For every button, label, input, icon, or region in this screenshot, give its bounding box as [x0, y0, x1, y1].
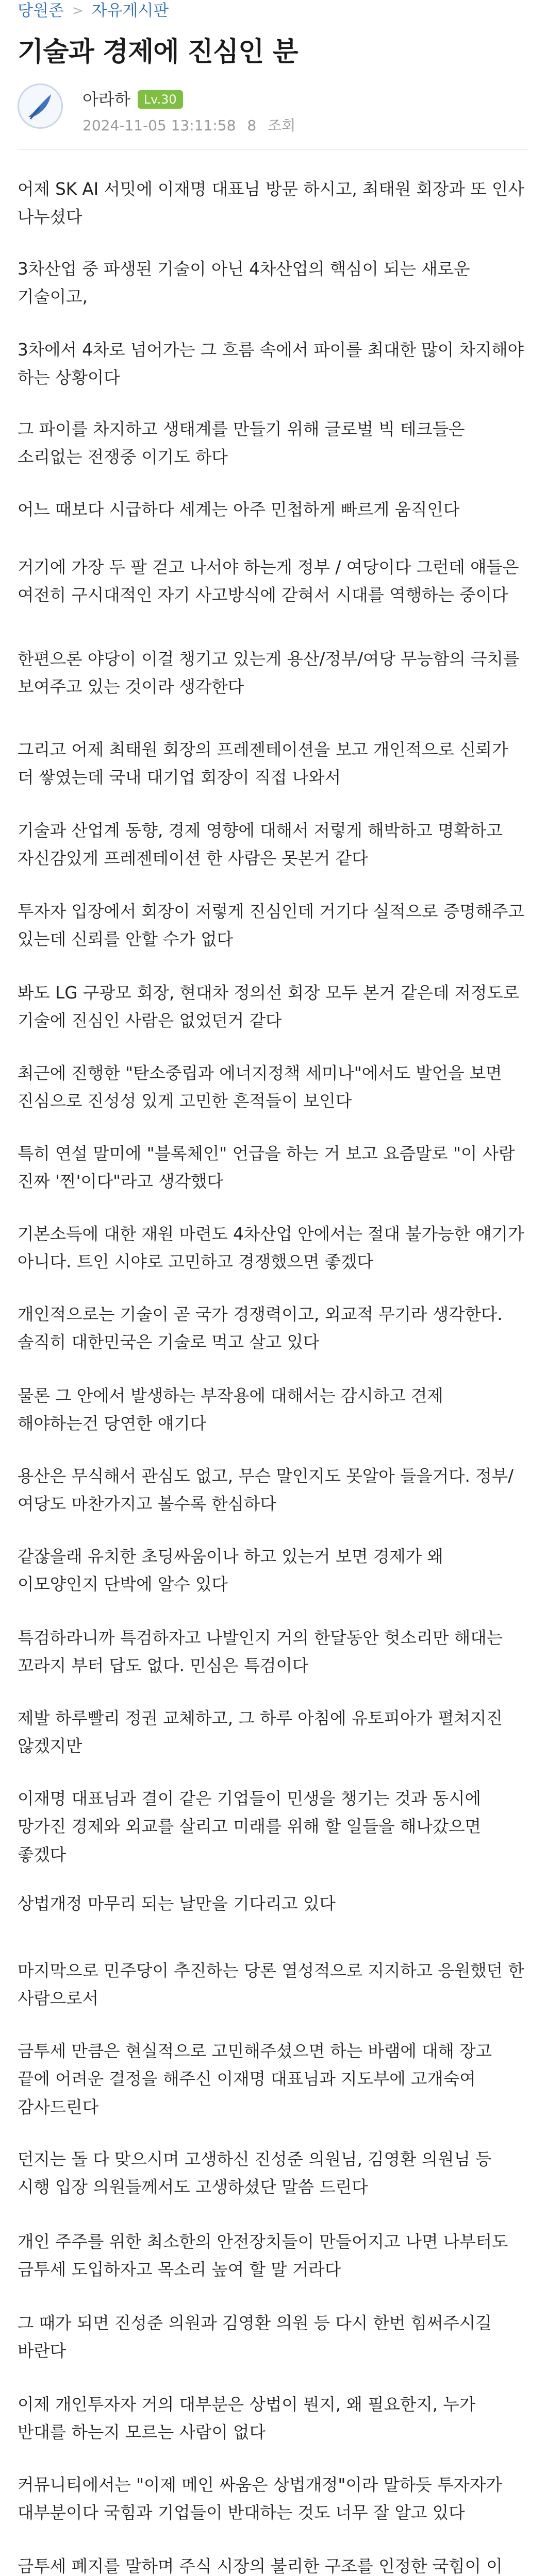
- post-paragraph: 어느 때보다 시급하다 세계는 아주 민첩하게 빠르게 움직인다: [18, 500, 460, 519]
- post-paragraph: 개인 주주를 위한 최소한의 안전장치들이 만들어지고 나면 나부터도 금투세 도입하자고 목소리 높여 할 말 거라다: [18, 2232, 508, 2280]
- feather-icon: [19, 85, 61, 127]
- post-paragraph: 3차산업 중 파생된 기술이 아닌 4차산업의 핵심이 되는 새로운 기술이고,: [18, 259, 470, 307]
- breadcrumb-board-link[interactable]: 당원존: [18, 1, 64, 20]
- post-paragraph: 기본소득에 대한 재원 마련도 4차산업 안에서는 절대 불가능한 얘기가 아니다. 트인 시야로 고민하고 경쟁했으면 좋겠다: [18, 1224, 524, 1272]
- post-paragraph: 마지막으로 민주당이 추진하는 당론 열성적으로 지지하고 응원했던 한 사람으로서: [18, 1961, 524, 2009]
- post-paragraph: 봐도 LG 구광모 회장, 현대차 정의선 회장 모두 본거 같은데 저정도로 기술에 진심인 사람은 없었던거 같다: [18, 983, 520, 1031]
- post-paragraph: 특히 연설 말미에 "블록체인" 언급을 하는 거 보고 요즘말로 "이 사람 진짜 '찐'이다"라고 생각했다: [18, 1144, 515, 1192]
- post-paragraph: 그리고 어제 최태원 회장의 프레젠테이션을 보고 개인적으로 신뢰가 더 쌓였는데 국내 대기업 회장이 직접 나와서: [18, 740, 508, 788]
- post-paragraph: 던지는 돌 다 맞으시며 고생하신 진성준 의원님, 김영환 의원님 등 시행 입장 의원들께서도 고생하셨단 말씀 드린다: [18, 2149, 492, 2197]
- header-divider: [18, 149, 528, 150]
- post-paragraph: 어제 SK AI 서밋에 이재명 대표님 방문 하시고, 최태원 회장과 또 인사 나누셨다: [18, 179, 524, 227]
- chevron-right-icon: >: [72, 3, 84, 19]
- post-paragraph: 거기에 가장 두 팔 걷고 나서야 하는게 정부 / 여당이다 그런데 얘들은 여전히 구시대적인 자기 사고방식에 갇혀서 시대를 역행하는 중이다: [18, 557, 519, 605]
- author-name[interactable]: 아라하: [82, 89, 130, 109]
- post-paragraph: 용산은 무식해서 관심도 없고, 무슨 말인지도 못알아 들을거다. 정부/여당도 마찬가지고 볼수록 한심하다: [18, 1466, 514, 1514]
- avatar[interactable]: [18, 83, 63, 129]
- breadcrumb: [18, 1, 169, 20]
- post-paragraph: 금투세 만큼은 현실적으로 고민해주셨으면 하는 바램에 대해 장고 끝에 어려운 결정을 해주신 이재명 대표님과 지도부에 고개숙여 감사드린다: [18, 2041, 492, 2117]
- post-date: 2024-11-05 13:11:58: [82, 117, 236, 134]
- post-paragraph: 이재명 대표님과 결이 같은 기업들이 민생을 챙기는 것과 동시에 망가진 경제와 외교를 살리고 미래를 위해 할 일들을 해나갔으면 좋겠다: [18, 1789, 481, 1865]
- breadcrumb-category-link[interactable]: 자유게시판: [91, 1, 169, 20]
- post-paragraph: 제발 하루빨리 정권 교체하고, 그 하루 아침에 유토피아가 펼쳐지진 않겠지만: [18, 1708, 503, 1756]
- post-paragraph: 그 때가 되면 진성준 의원과 김영환 의원 등 다시 한번 힘써주시길 바란다: [18, 2313, 492, 2361]
- level-badge: Lv.30: [138, 90, 183, 109]
- post-paragraph: 한편으론 야당이 이걸 챙기고 있는게 용산/정부/여당 무능함의 극치를 보여주고 있는 것이라 생각한다: [18, 649, 520, 697]
- post-paragraph: 물론 그 안에서 발생하는 부작용에 대해서는 감시하고 견제 해야하는건 당연한 얘기다: [18, 1386, 443, 1434]
- post-meta: [82, 114, 307, 135]
- post-paragraph: 커뮤니티에서는 "이제 메인 싸움은 상법개정"이라 말하듯 투자자가 대부분이다 국힘과 기업들이 반대하는 것도 너무 잘 알고 있다: [18, 2475, 502, 2523]
- author-info: [82, 88, 183, 110]
- post-paragraph: 투자자 입장에서 회장이 저렇게 진심인데 거기다 실적으로 증명해주고 있는데 신뢰를 안할 수가 없다: [18, 902, 524, 950]
- post-paragraph: 이제 개인투자자 거의 대부분은 상법이 뭔지, 왜 필요한지, 누가 반대를 하는지 모르는 사람이 없다: [18, 2395, 476, 2443]
- post-paragraph: 특검하라니까 특검하자고 나발인지 거의 한달동안 헛소리만 해대는 꼬라지 부터 답도 없다. 민심은 특검이다: [18, 1628, 503, 1676]
- post-paragraph: 3차에서 4차로 넘어가는 그 흐름 속에서 파이를 최대한 많이 차지해야 하는 상황이다: [18, 340, 524, 388]
- post-paragraph: 개인적으로는 기술이 곧 국가 경쟁력이고, 외교적 무기라 생각한다. 솔직히 대한민국은 기술로 먹고 살고 있다: [18, 1304, 503, 1352]
- post-paragraph: 기술과 산업계 동향, 경제 영향에 대해서 저렇게 해박하고 명확하고 자신감있게 프레젠테이션 한 사람은 못본거 같다: [18, 821, 503, 869]
- post-paragraph: 상법개정 마무리 되는 날만을 기다리고 있다: [18, 1894, 336, 1913]
- post-paragraph: 같잖을래 유치한 초딩싸움이나 하고 있는거 보면 경제가 왜 이모양인지 단박에 알수 있다: [18, 1547, 443, 1595]
- post-paragraph: 최근에 진행한 "탄소중립과 에너지정책 세미나"에서도 발언을 보면 진심으로 진성성 있게 고민한 흔적들이 보인다: [18, 1063, 502, 1111]
- views-label: 조회: [268, 117, 296, 134]
- post-paragraph: 그 파이를 차지하고 생태계를 만들기 위해 글로벌 빅 테크들은 소리없는 전쟁중 이기도 하다: [18, 419, 465, 467]
- post-paragraph: 금투세 폐지를 말하며 주식 시장의 불리한 구조를 인정한 국힘이 이: [18, 2556, 503, 2576]
- comment-count: 8: [247, 117, 257, 134]
- post-title: 기술과 경제에 진심인 분: [18, 37, 298, 67]
